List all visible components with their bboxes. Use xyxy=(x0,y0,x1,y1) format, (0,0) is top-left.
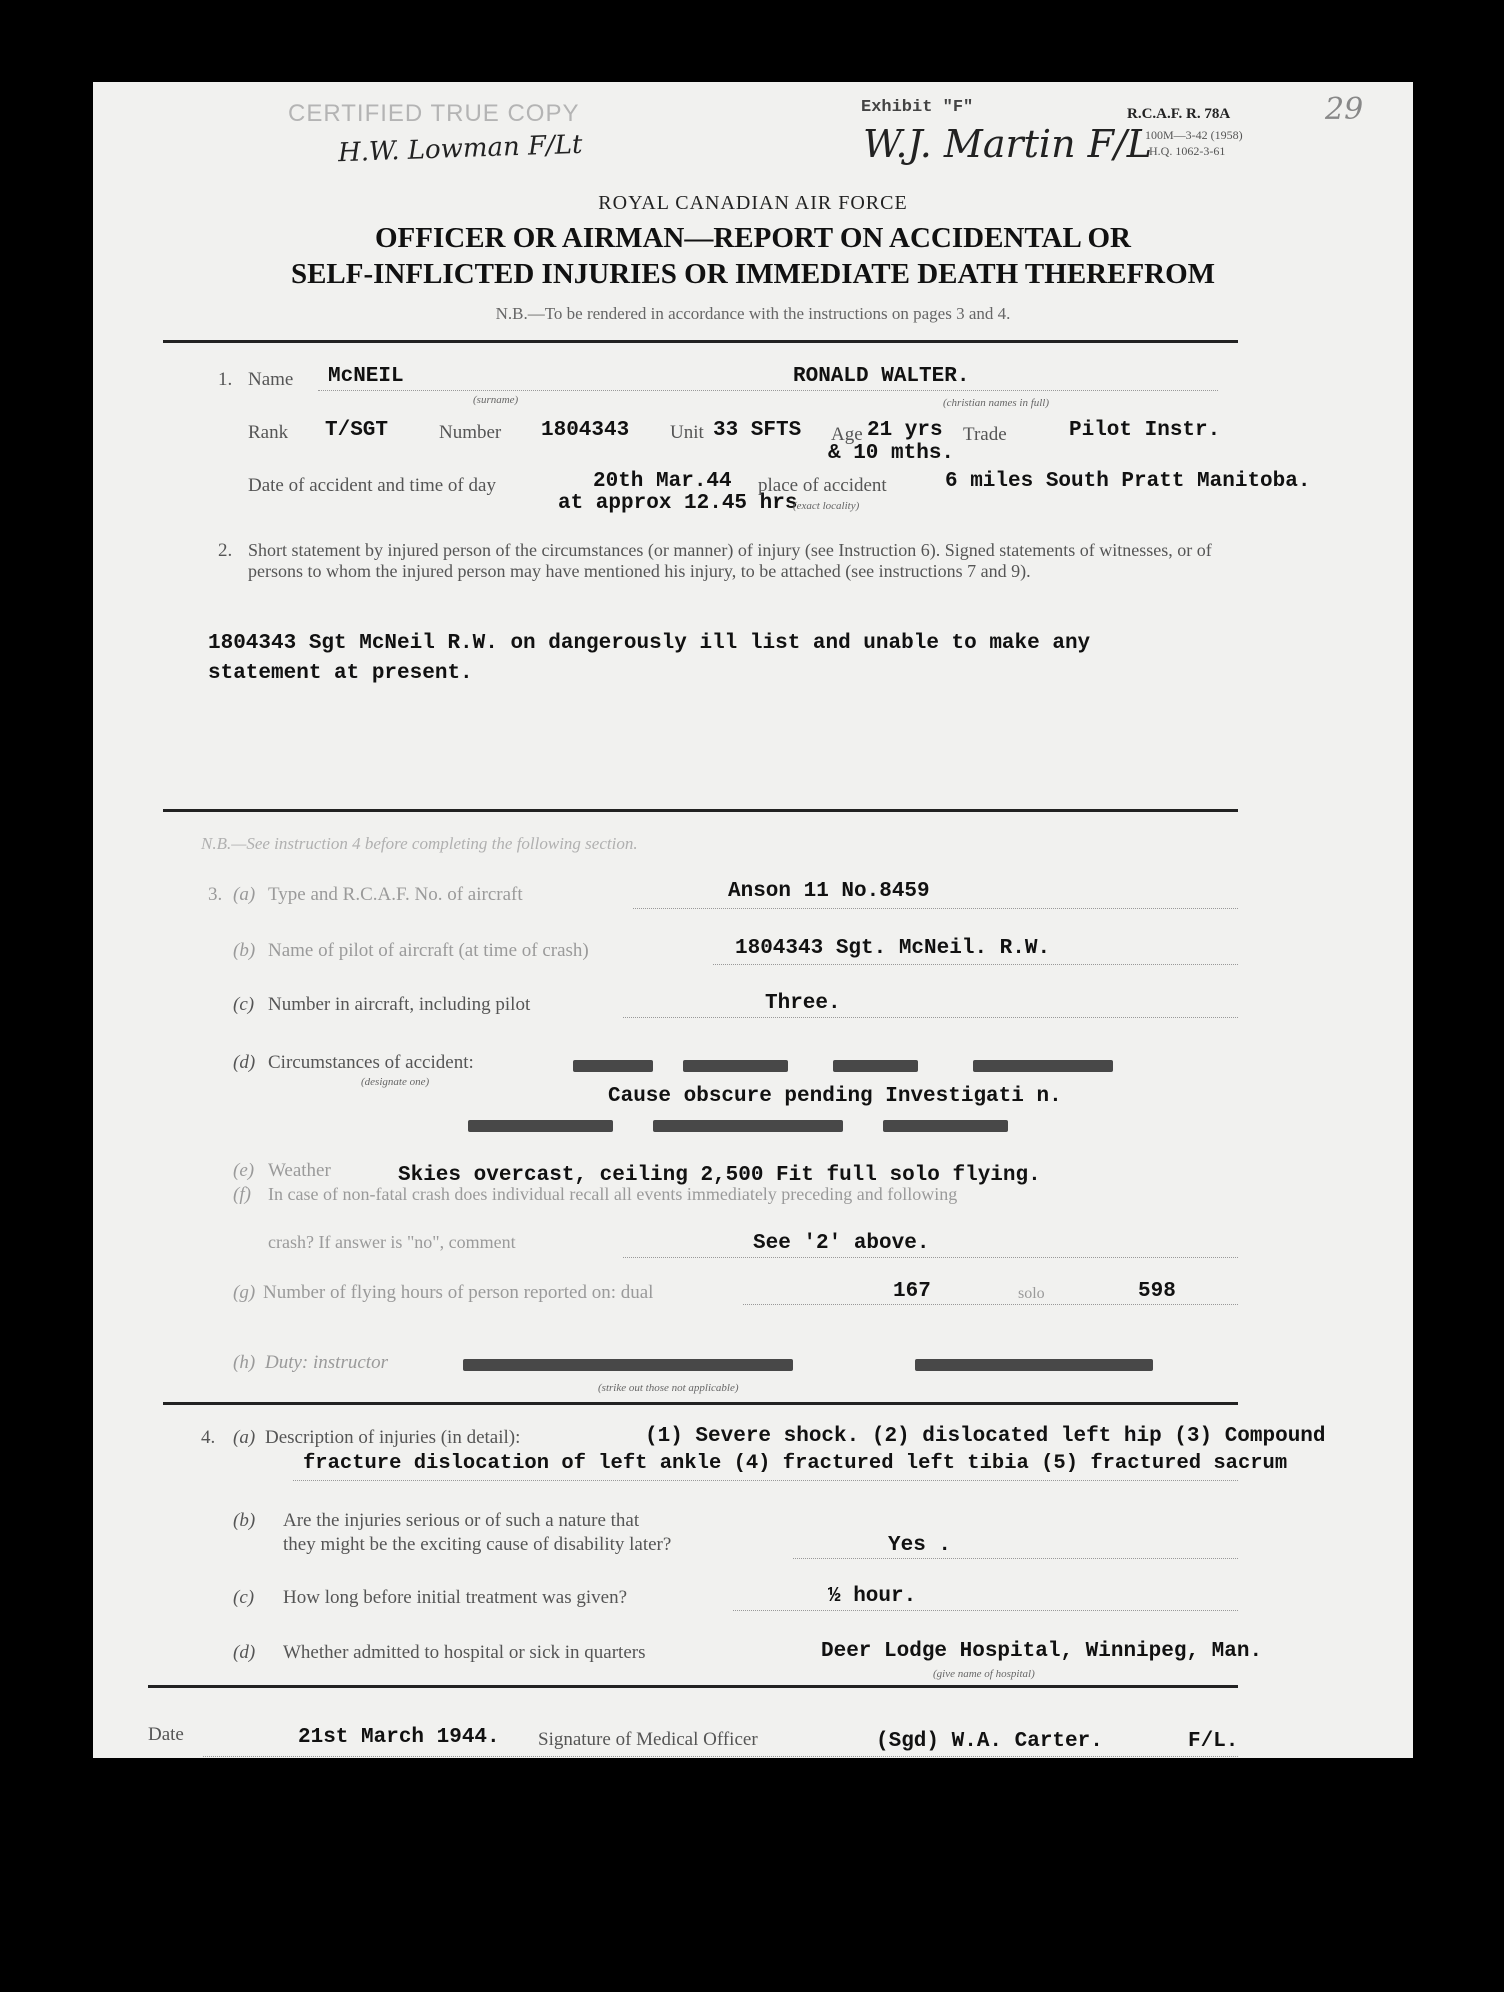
struck-out-option xyxy=(573,1060,653,1072)
signature-value: (Sgd) W.A. Carter. xyxy=(876,1730,1103,1753)
age-label: Age xyxy=(831,424,863,445)
field-3d-marker: (d) xyxy=(233,1052,256,1073)
solo-hours-value: 598 xyxy=(1138,1280,1176,1303)
statement-line2: statement at present. xyxy=(208,662,473,685)
signature-rank: F/L. xyxy=(1188,1730,1239,1753)
circumstances-value: Cause obscure pending Investigati n. xyxy=(608,1085,1062,1108)
field-line xyxy=(623,1257,1238,1258)
struck-out-option xyxy=(683,1060,788,1072)
report-date-value: 21st March 1944. xyxy=(298,1726,500,1749)
injuries-label: Description of injuries (in detail): xyxy=(265,1427,521,1448)
aircraft-count-value: Three. xyxy=(765,992,841,1015)
report-form xyxy=(93,82,1413,1758)
aircraft-type-label: Type and R.C.A.F. No. of aircraft xyxy=(268,884,523,905)
field-3h-marker: (h) xyxy=(233,1352,256,1373)
unit-value: 33 SFTS xyxy=(713,419,802,442)
name-label: Name xyxy=(248,369,294,390)
number-value: 1804343 xyxy=(541,419,630,442)
field-3g-marker: (g) xyxy=(233,1282,256,1303)
hospital-caption: (give name of hospital) xyxy=(933,1668,1035,1680)
surname-value: McNEIL xyxy=(328,365,404,388)
serious-label-line2: they might be the exciting cause of disability later? xyxy=(283,1534,672,1555)
struck-out-option xyxy=(973,1060,1113,1072)
exhibit-label: Exhibit "F" xyxy=(861,98,974,117)
recall-label: In case of non-fatal crash does individual recall all events immediately preceding and following xyxy=(268,1184,958,1204)
flying-hours-label: Number of flying hours of person reported on: dual xyxy=(263,1282,654,1303)
struck-out-option xyxy=(833,1060,918,1072)
struck-out-option xyxy=(883,1120,1008,1132)
field-line xyxy=(623,1017,1238,1018)
rank-label: Rank xyxy=(248,422,289,443)
exhibit-signature: W.J. Martin F/L xyxy=(863,122,1153,166)
field-3a-marker: (a) xyxy=(233,884,256,905)
age-value-line2: & 10 mths. xyxy=(828,442,955,465)
injuries-value-line1: (1) Severe shock. (2) dislocated left hip (3) Compound xyxy=(645,1425,1326,1448)
accident-date-label: Date of accident and time of day xyxy=(248,475,496,496)
form-hq: H.Q. 1062-3-61 xyxy=(1149,144,1226,158)
hospital-label: Whether admitted to hospital or sick in quarters xyxy=(283,1642,646,1663)
treatment-value: ½ hour. xyxy=(828,1585,917,1608)
section2-instruction: Short statement by injured person of the circumstances (or manner) of injury (see Instruction 6). Signed statements of witnesses, or of persons to whom the injured person may have mentioned his injury, to be attached (see instructions 7 and 9). xyxy=(248,540,1212,581)
section1-number: 1. xyxy=(218,369,233,390)
nb-note: N.B.—See instruction 4 before completing the following section. xyxy=(201,834,638,853)
pilot-name-label: Name of pilot of aircraft (at time of crash) xyxy=(268,940,589,961)
treatment-label: How long before initial treatment was given? xyxy=(283,1587,628,1608)
accident-date-value: 20th Mar.44 xyxy=(593,470,732,493)
given-names-caption: (christian names in full) xyxy=(943,397,1050,409)
field-line xyxy=(733,1610,1238,1611)
hospital-value: Deer Lodge Hospital, Winnipeg, Man. xyxy=(821,1640,1263,1663)
accident-time-value: at approx 12.45 hrs xyxy=(558,492,798,515)
divider xyxy=(148,1685,1238,1688)
dual-hours-value: 167 xyxy=(893,1280,931,1303)
form-print: 100M—3-42 (1958) xyxy=(1145,128,1243,142)
place-label: place of accident xyxy=(758,475,887,496)
divider xyxy=(163,340,1238,343)
circumstances-caption: (designate one) xyxy=(361,1076,430,1088)
recall-value: See '2' above. xyxy=(753,1232,930,1255)
rank-value: T/SGT xyxy=(325,419,389,442)
weather-value: Skies overcast, ceiling 2,500 Fit full solo flying. xyxy=(398,1164,1041,1187)
field-3c-marker: (c) xyxy=(233,994,255,1015)
section2-number: 2. xyxy=(218,540,233,561)
field-4b-marker: (b) xyxy=(233,1510,256,1531)
surname-caption: (surname) xyxy=(473,394,519,406)
form-code: R.C.A.F. R. 78A xyxy=(1127,106,1231,122)
number-label: Number xyxy=(439,422,502,443)
field-4a-marker: (a) xyxy=(233,1427,256,1448)
duty-label: Duty: instructor xyxy=(265,1352,388,1373)
field-3b-marker: (b) xyxy=(233,940,256,961)
divider xyxy=(163,809,1238,812)
page-number: 29 xyxy=(1325,92,1364,127)
trade-value: Pilot Instr. xyxy=(1069,419,1221,442)
trade-label: Trade xyxy=(963,424,1007,445)
serious-label-line1: Are the injuries serious or of such a nature that xyxy=(283,1510,640,1531)
form-note: N.B.—To be rendered in accordance with the instructions on pages 3 and 4. xyxy=(495,304,1011,323)
struck-out-option xyxy=(463,1359,793,1371)
date-label: Date xyxy=(148,1724,184,1745)
solo-label: solo xyxy=(1018,1285,1045,1302)
aircraft-count-label: Number in aircraft, including pilot xyxy=(268,994,531,1015)
form-title-line1: OFFICER OR AIRMAN—REPORT ON ACCIDENTAL OR xyxy=(375,222,1131,254)
certified-stamp: CERTIFIED TRUE COPY xyxy=(288,100,580,127)
field-4c-marker: (c) xyxy=(233,1587,255,1608)
age-value: 21 yrs xyxy=(867,419,943,442)
field-3f-marker: (f) xyxy=(233,1184,251,1205)
field-line xyxy=(743,1304,1238,1305)
struck-out-option xyxy=(468,1120,613,1132)
field-line xyxy=(293,1480,1238,1481)
aircraft-type-value: Anson 11 No.8459 xyxy=(728,880,930,903)
serious-value: Yes . xyxy=(888,1534,952,1557)
place-value: 6 miles South Pratt Manitoba. xyxy=(945,470,1311,493)
field-line xyxy=(713,964,1238,965)
divider xyxy=(163,1402,1238,1405)
section3-number: 3. xyxy=(208,884,223,905)
field-line xyxy=(203,1756,1238,1757)
stamp-signature: H.W. Lowman F/Lt xyxy=(337,129,583,169)
pilot-name-value: 1804343 Sgt. McNeil. R.W. xyxy=(735,937,1051,960)
form-title-line2: SELF-INFLICTED INJURIES OR IMMEDIATE DEATH THEREFROM xyxy=(290,258,1216,290)
org-name: ROYAL CANADIAN AIR FORCE xyxy=(598,192,908,214)
struck-out-option xyxy=(915,1359,1153,1371)
field-4d-marker: (d) xyxy=(233,1642,256,1663)
duty-caption: (strike out those not applicable) xyxy=(598,1382,739,1394)
field-line xyxy=(793,1558,1238,1559)
field-line xyxy=(633,908,1238,909)
circumstances-label: Circumstances of accident: xyxy=(268,1052,474,1073)
signature-label: Signature of Medical Officer xyxy=(538,1729,758,1750)
given-names-value: RONALD WALTER. xyxy=(793,365,970,388)
name-line xyxy=(318,390,1218,391)
struck-out-option xyxy=(653,1120,843,1132)
weather-label: Weather xyxy=(268,1160,331,1181)
recall-label-line2: crash? If answer is "no", comment xyxy=(268,1232,516,1252)
unit-label: Unit xyxy=(670,422,704,443)
injuries-value-line2: fracture dislocation of left ankle (4) fractured left tibia (5) fractured sacrum xyxy=(303,1452,1288,1475)
section4-number: 4. xyxy=(201,1427,216,1448)
statement-line1: 1804343 Sgt McNeil R.W. on dangerously ill list and unable to make any xyxy=(208,632,1091,655)
field-3e-marker: (e) xyxy=(233,1160,255,1181)
place-caption: (exact locality) xyxy=(793,500,860,512)
